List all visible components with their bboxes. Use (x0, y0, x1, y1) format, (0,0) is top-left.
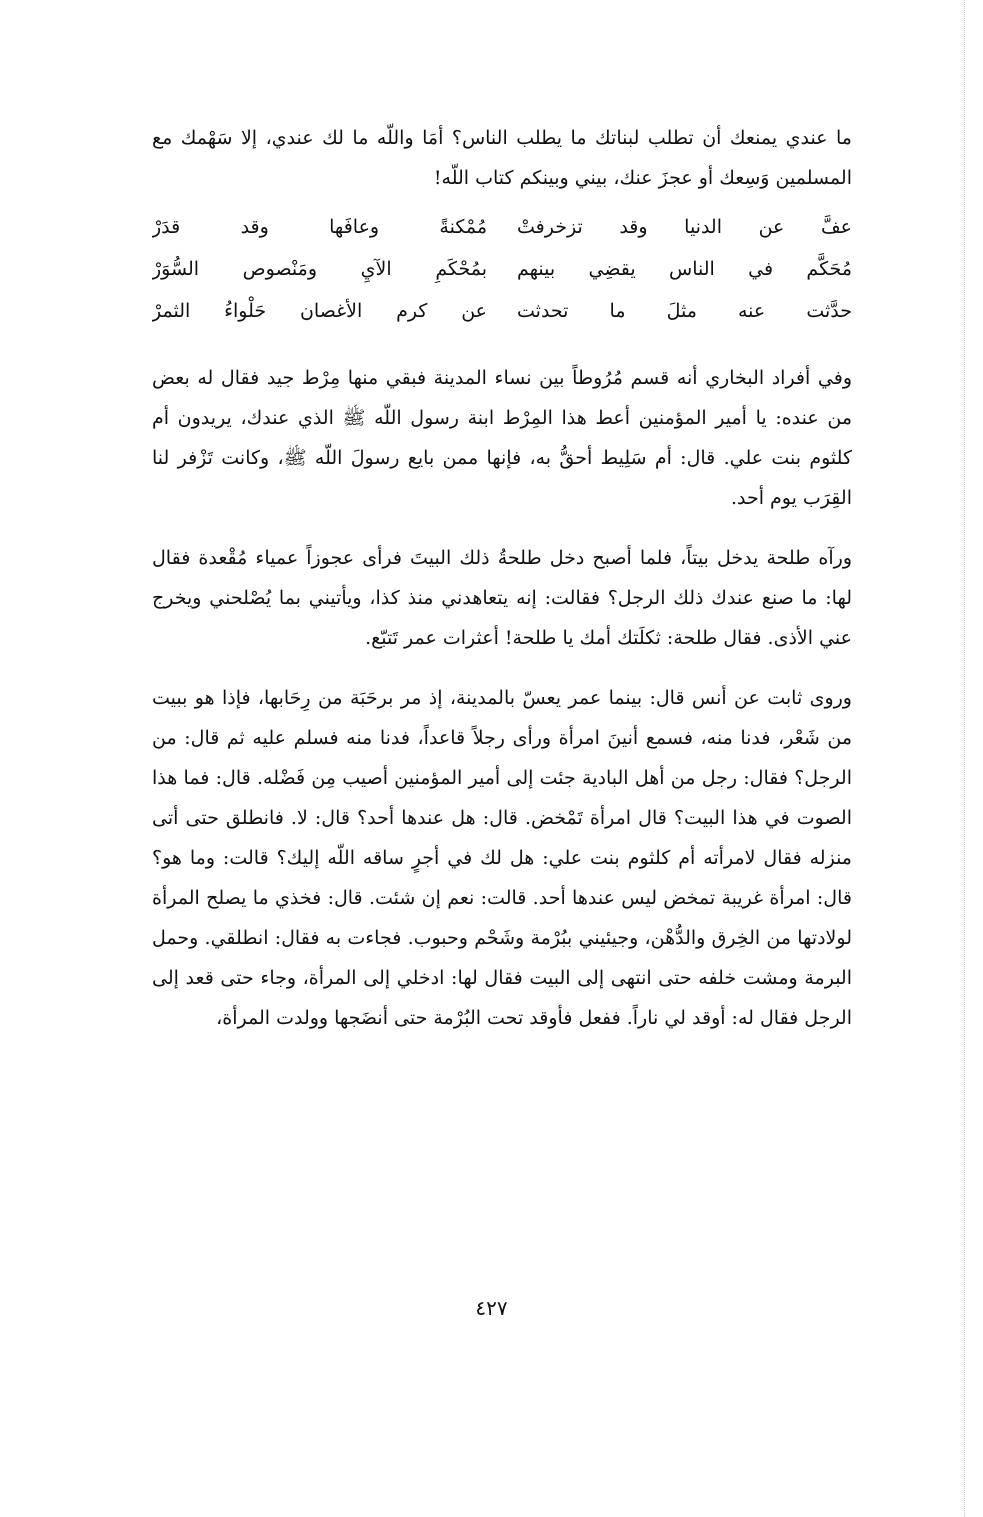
poem-verse-3 (152, 290, 852, 332)
poem-hemistich-right: مُحَكَّم في الناس يقضِي بينهم (517, 258, 852, 280)
paragraph-bukhari-mirt: وفي أفراد البخاري أنه قسم مُرُوطاً بين نساء المدينة فبقي منها مِرْط جيد فقال له بعض من عنده: يا أمير المؤمنين أعط هذا المِرْط ابنة رسول اللّه ﷺ الذي عندك، يريدون أم كلثوم بنت علي. قال: أم سَلِيط أحقُّ به، فإنها ممن بايع رسولَ اللّه ﷺ، وكانت تَزْفر لنا القِرَب يوم أحد. (152, 367, 852, 509)
poem-hemistich-left: بمُحْكَمِ الآيِ ومَنْصوص السُّوَرْ (152, 258, 487, 280)
page-number: ٤٢٧ (475, 1296, 508, 1320)
paragraph-talha: ورآه طلحة يدخل بيتاً، فلما أصبح دخل طلحةُ ذلك البيتَ فرأى عجوزاً عمياء مُقْعدة فقال لها: ما صنع عندك ذلك الرجل؟ فقالت: إنه يتعاهدني منذ كذا، ويأتيني بما يُصْلحني ويخرج عني الأذى. فقال طلحة: ثكلَتك أمك يا طلحة! أعثرات عمر تَتبّع. (152, 547, 852, 649)
poem-hemistich-right: حدَّثت عنه مثلَ ما تحدثت (517, 300, 852, 322)
poem-hemistich-left: عن كرم الأغصان حَلْواءُ الثمرْ (152, 300, 487, 322)
poem-hemistich-left: مُمْكنةً وعافَها وقد قدَرْ (152, 216, 487, 238)
poem-hemistich-right: عفَّ عن الدنيا وقد تزخرفتْ (517, 216, 852, 238)
scan-edge-line (963, 0, 965, 1517)
poem-verse-2 (152, 248, 852, 290)
poem-verse-1 (152, 206, 852, 248)
paragraph-thabit-anas: وروى ثابت عن أنس قال: بينما عمر يعسّ بالمدينة، إذ مر برحَبَة من رِحَابها، فإذا هو ببيت من شَعْر، فدنا منه، فسمع أنينَ امرأة ورأى رجلاً قاعداً، فدنا منه فسلم عليه ثم قال: من الرجل؟ فقال: رجل من أهل البادية جئت إلى أمير المؤمنين أصيب مِن فَضْله. قال: فما هذا الصوت في هذا البيت؟ قال امرأة تَمْخض. قال: هل عندها أحد؟ قال: لا. فانطلق حتى أتى منزله فقال لامرأته أم كلثوم بنت علي: هل لك في أجرٍ ساقه اللّه إليك؟ قالت: وما هو؟ قال: امرأة غريبة تمخض ليس عندها أحد. قالت: نعم إن شئت. قال: فخذي ما يصلح المرأة لولادتها من الخِرق والدُّهْن، وجيئيني ببُرْمة وشَحْم وحبوب. فجاءت به فقال: انطلقي. وحمل البرمة ومشت خلفه حتى انتهى إلى البيت فقال لها: ادخلي إلى المرأة، وجاء حتى قعد إلى الرجل فقال له: أوقد لي ناراً. ففعل فأوقد تحت البُرْمة حتى أنضَجها وولدت المرأة، (152, 687, 852, 1029)
intro-paragraph: ما عندي يمنعك أن تطلب لبناتك ما يطلب الناس؟ أمَا واللّه ما لك عندي، إلا سَهْمك مع المسلمين وَسِعك أو عجزَ عنك، بيني وبينكم كتاب اللّه! (152, 127, 852, 189)
page-body (152, 118, 852, 1038)
poem (152, 206, 852, 332)
